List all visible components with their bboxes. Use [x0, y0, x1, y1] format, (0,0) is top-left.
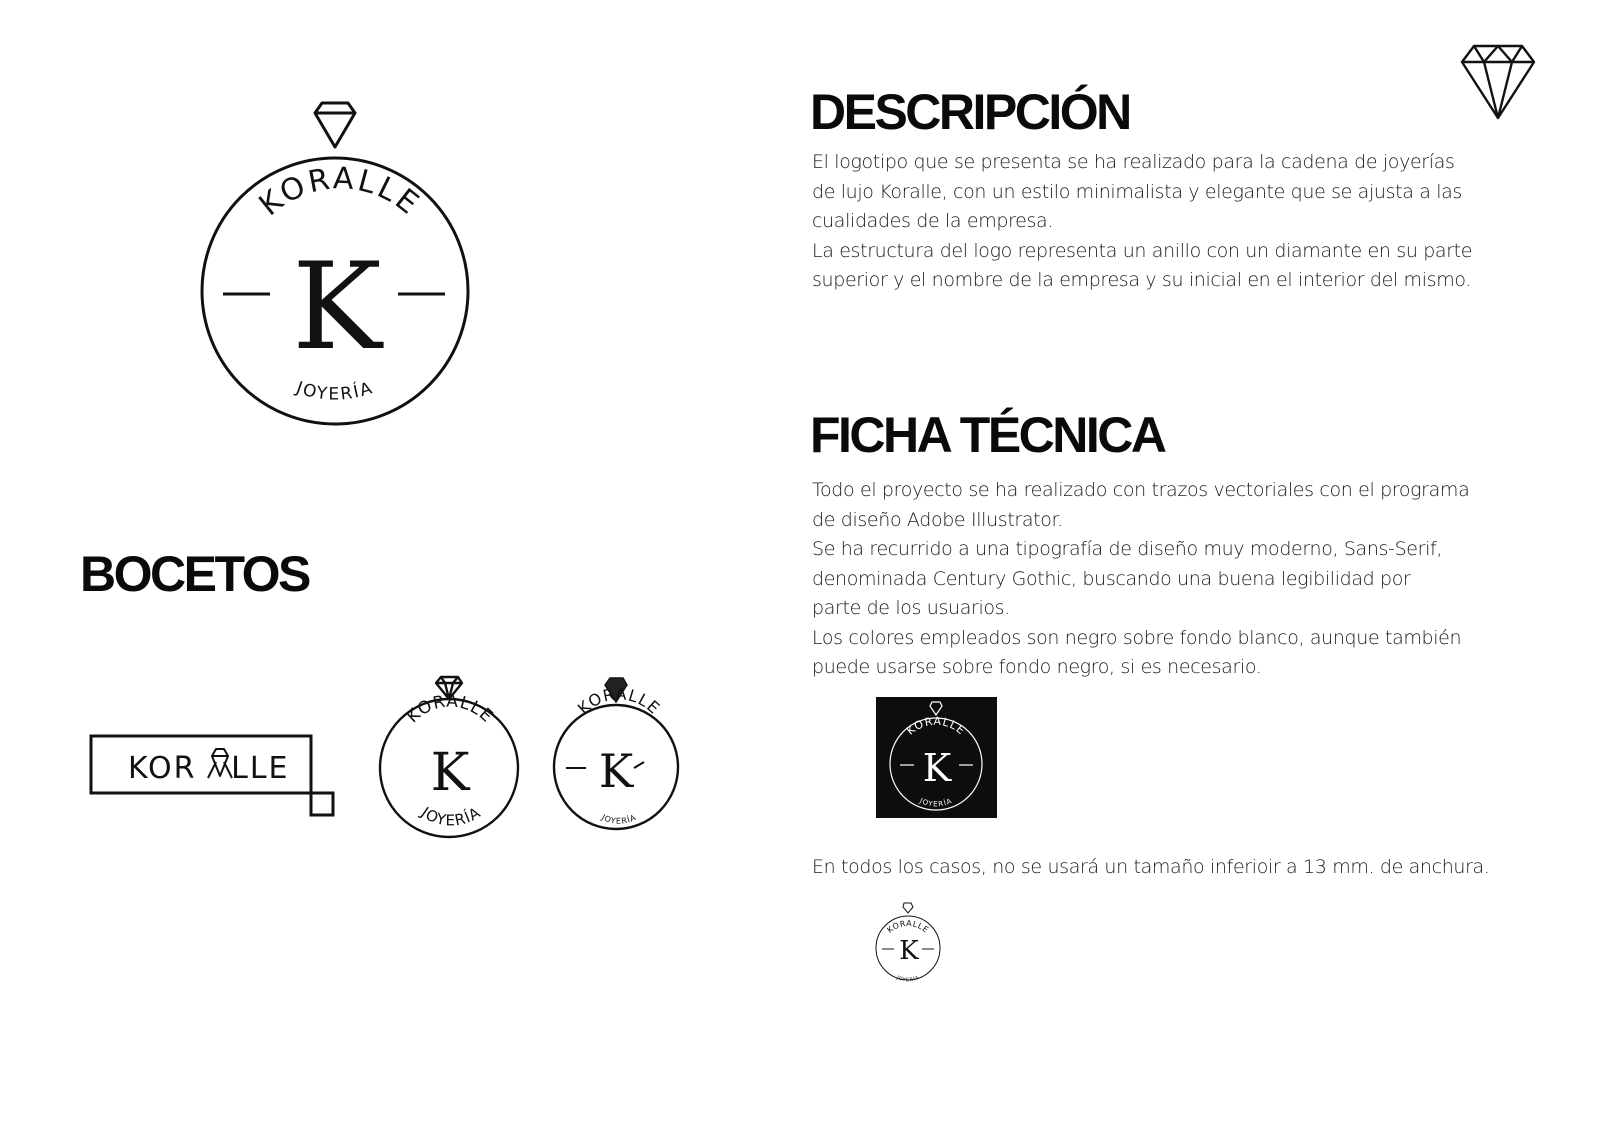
svg-text:K: K: [899, 936, 919, 966]
svg-text:JOYERÍA: JOYERÍA: [417, 803, 485, 830]
sketch-ring-outline: [375, 673, 525, 841]
svg-text:JOYERÍA: JOYERÍA: [895, 974, 921, 984]
main-logo: [190, 95, 480, 435]
svg-text:JOYERÍA: JOYERÍA: [918, 796, 954, 809]
min-size-note: En todos los casos, no se usará un tamaño inferioir a 13 mm. de anchura.: [812, 856, 1490, 878]
sketch-ring-filled: [552, 676, 686, 834]
svg-text:KORALLE: KORALLE: [885, 918, 931, 935]
diamond-icon: [1458, 40, 1538, 122]
svg-text:K: K: [430, 743, 470, 803]
svg-text:KOR LLE: KOR LLE: [128, 751, 290, 786]
descripcion-text: El logotipo que se presenta se ha realizado para la cadena de joyerías de lujo Koralle, con un estilo minimalista y elegante que se ajusta a las cualidades de la empresa. La estructura del logo representa un anillo con un diamante en su parte superior y el nombre de la empresa y su inicial en el interior del mismo.: [812, 151, 1473, 291]
logo-brand: KORALLE: [252, 161, 428, 224]
descripcion-heading: DESCRIPCIÓN: [810, 84, 1130, 140]
ficha-text: Todo el proyecto se ha realizado con trazos vectoriales con el programa de diseño Adobe Illustrator. Se ha recurrido a una tipografía de diseño muy moderno, Sans-Serif, denominada Century Gothic, buscando una buena legibilidad por parte de los usuarios. Los colores empleados son negro sobre fondo blanco, aunque también puede usarse sobre fondo negro, si es necesario.: [812, 479, 1470, 678]
bocetos-heading: BOCETOS: [80, 546, 309, 602]
svg-text:KORALLE: KORALLE: [573, 684, 665, 719]
svg-text:KORALLE: KORALLE: [904, 714, 968, 738]
logo-subtitle: JOYERÍA: [293, 378, 377, 405]
sketch-wordmark: [88, 732, 340, 820]
svg-text:KORALLE: KORALLE: [402, 691, 497, 728]
svg-text:K: K: [922, 746, 952, 790]
svg-text:JOYERÍA: JOYERÍA: [600, 812, 638, 826]
logo-small: [870, 900, 946, 984]
svg-text:K: K: [598, 744, 634, 798]
logo-on-black: [876, 697, 997, 818]
logo-initial: K: [292, 238, 382, 377]
ficha-heading: FICHA TÉCNICA: [810, 407, 1165, 463]
